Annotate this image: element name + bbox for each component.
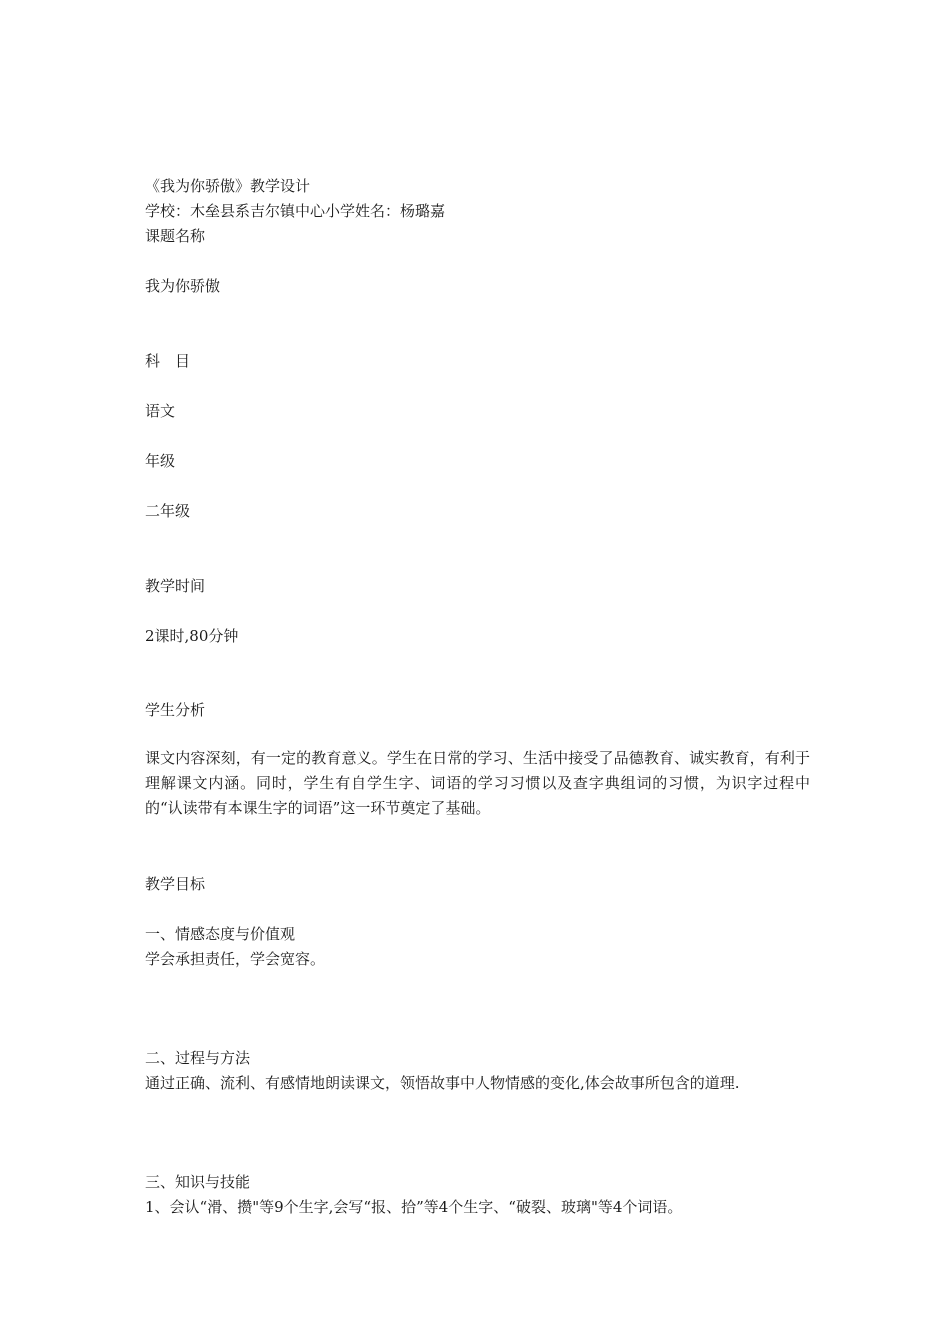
goal3-heading: 三、知识与技能 [145,1173,251,1191]
time-value: 2课时,80分钟 [145,627,239,645]
goal2-heading: 二、过程与方法 [145,1049,251,1067]
school-name-line: 学校：木垒县系吉尔镇中心小学姓名：杨璐嘉 [145,202,446,220]
goals-label: 教学目标 [145,875,206,893]
analysis-label: 学生分析 [145,701,206,719]
subject-value: 语文 [145,402,176,420]
goal1-heading: 一、情感态度与价值观 [145,925,296,943]
grade-label: 年级 [145,452,176,470]
subject-label: 科 目 [145,352,191,370]
analysis-paragraph: 课文内容深刻，有一定的教育意义。学生在日常的学习、生活中接受了品德教育、诚实教育，有利于理解课文内涵。同时，学生有自学生字、词语的学习习惯以及查字典组词的习惯，为识字过程中的“认读带有本课生字的词语”这一环节奠定了基础。 [145,749,810,817]
goal3-item1: 1、会认“滑、攒"等9个生字,会写“报、拾”等4个生字、“破裂、玻璃"等4个词语。 [145,1198,683,1216]
topic-value: 我为你骄傲 [145,277,221,295]
topic-label: 课题名称 [145,227,206,245]
document-title: 《我为你骄傲》教学设计 [145,177,311,195]
goal2-text: 通过正确、流利、有感情地朗读课文，领悟故事中人物情感的变化,体会故事所包含的道理. [145,1074,740,1092]
goal1-text: 学会承担责任，学会宽容。 [145,950,326,968]
grade-value: 二年级 [145,502,191,520]
time-label: 教学时间 [145,577,206,595]
